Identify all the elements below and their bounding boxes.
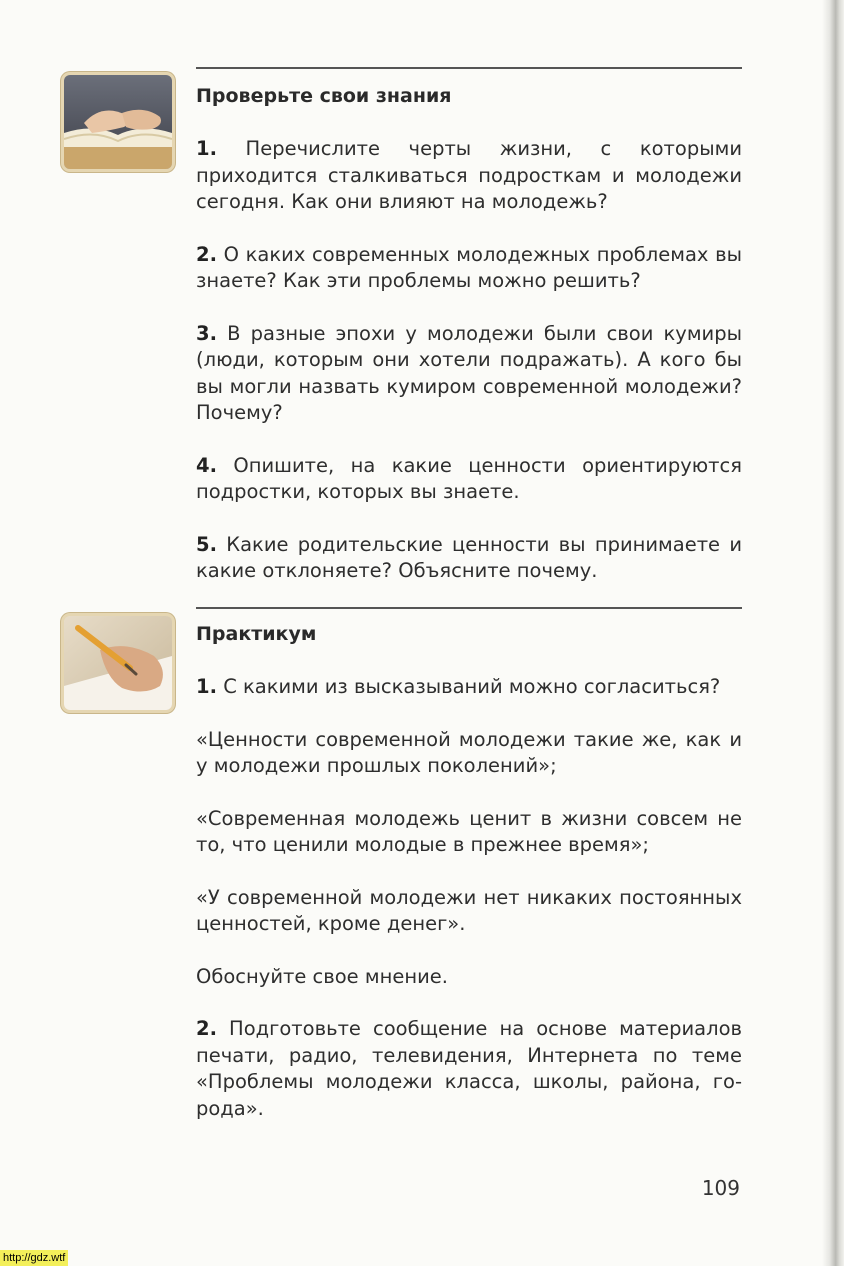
- section-divider-practicum: [196, 607, 742, 609]
- section-title: Практикум: [196, 623, 317, 645]
- practicum-question-2: 2. Подготовьте сообщение на основе материалов печати, радио, телевидения, Интернета по теме «Проблемы молодежи класса, школы, района, города».: [196, 1017, 742, 1120]
- section-title: Проверьте свои знания: [196, 85, 452, 107]
- watermark-link[interactable]: http://gdz.wtf: [0, 1250, 68, 1266]
- question-4: 4. Опишите, на какие ценности ориентируются подростки, которых вы знаете.: [196, 453, 742, 503]
- practicum-question-1: 1. С какими из высказываний можно согласиться?: [196, 675, 721, 698]
- writing-pencil-icon: [64, 616, 172, 710]
- question-5: 5. Какие родительские ценности вы принимаете и какие отклоняете? Объясните почему.: [196, 532, 742, 582]
- quote-2: «Современная молодежь ценит в жизни совсем не то, что ценили молодые в прежнее время»;: [196, 806, 742, 856]
- conclusion-text: Обоснуйте свое мнение.: [196, 964, 448, 988]
- question-2: 2. О каких современных молодежных проблемах вы знаете? Как эти проблемы можно решить?: [196, 242, 743, 292]
- reading-book-icon: [64, 75, 172, 169]
- page-number: 109: [701, 1176, 740, 1200]
- question-3: 3. В разные эпохи у молодежи были свои кумиры (люди, которым они хотели подражать). А кого бы вы могли назвать кумиром современной молодежи? Почему?: [196, 321, 742, 424]
- section-divider-top: [196, 67, 742, 69]
- book-spine-shadow: [822, 0, 844, 1266]
- quote-1: «Ценности современной молодежи такие же, как и у молодежи прошлых поколений»;: [196, 727, 742, 777]
- section-practicum: [196, 620, 742, 1148]
- question-1: 1. Перечислите черты жизни, с которыми приходится сталкиваться подросткам и молодежи сегодня. Как они влияют на молодежь?: [196, 137, 742, 213]
- section-check-knowledge: [196, 82, 742, 611]
- quote-3: «У современной молодежи нет никаких постоянных ценностей, кроме денег».: [196, 885, 742, 935]
